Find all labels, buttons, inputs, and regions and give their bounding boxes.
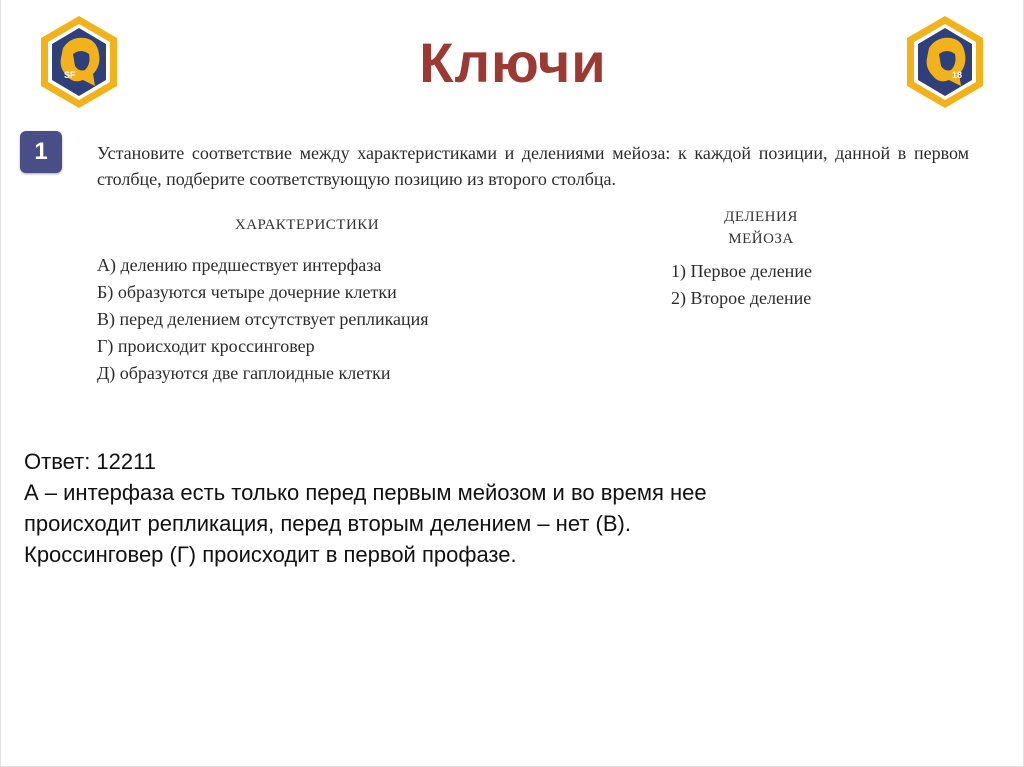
logo-right: [903, 14, 987, 110]
characteristic-item: Б) образуются четыре дочерние клетки: [97, 282, 397, 302]
answer-line: Ответ: 12211: [24, 449, 156, 474]
divisions-header-line1: ДЕЛЕНИЯ: [724, 209, 798, 225]
divisions-header: [671, 206, 931, 250]
divisions-column: [671, 206, 931, 312]
division-item: 2) Второе деление: [671, 288, 812, 308]
page-title: Ключи: [419, 31, 607, 94]
task-image: [97, 140, 969, 386]
division-item: 1) Первое деление: [671, 261, 812, 281]
logo-right-text: 18: [952, 70, 963, 80]
characteristic-item: В) перед делением отсутствует репликация: [97, 309, 429, 329]
characteristic-item: Г) происходит кроссинговер: [97, 336, 315, 356]
matching-table: [97, 206, 969, 386]
characteristics-column: [97, 206, 657, 387]
lion-shield-icon: [903, 14, 987, 110]
task-prompt: Установите соответствие между характеристиками и делениями мейоза: к каждой позиции, данной в первом столбце, подберите соответствующую позицию из второго столбца.: [97, 143, 969, 189]
answer-explanation-line: Кроссинговер (Г) происходит в первой профазе.: [24, 542, 517, 567]
answer-explanation-line: А – интерфаза есть только перед первым мейозом и во время нее: [24, 480, 707, 505]
characteristic-item: А) делению предшествует интерфаза: [97, 255, 382, 275]
answer-explanation-line: происходит репликация, перед вторым делением – нет (В).: [24, 511, 631, 536]
task-number-badge: 1: [20, 131, 62, 173]
logo-left-text: SF: [64, 70, 76, 80]
characteristics-header: ХАРАКТЕРИСТИКИ: [234, 217, 380, 233]
answer-block: [24, 446, 924, 570]
characteristic-item: Д) образуются две гаплоидные клетки: [97, 363, 391, 383]
divisions-header-line2: МЕЙОЗА: [728, 231, 794, 247]
